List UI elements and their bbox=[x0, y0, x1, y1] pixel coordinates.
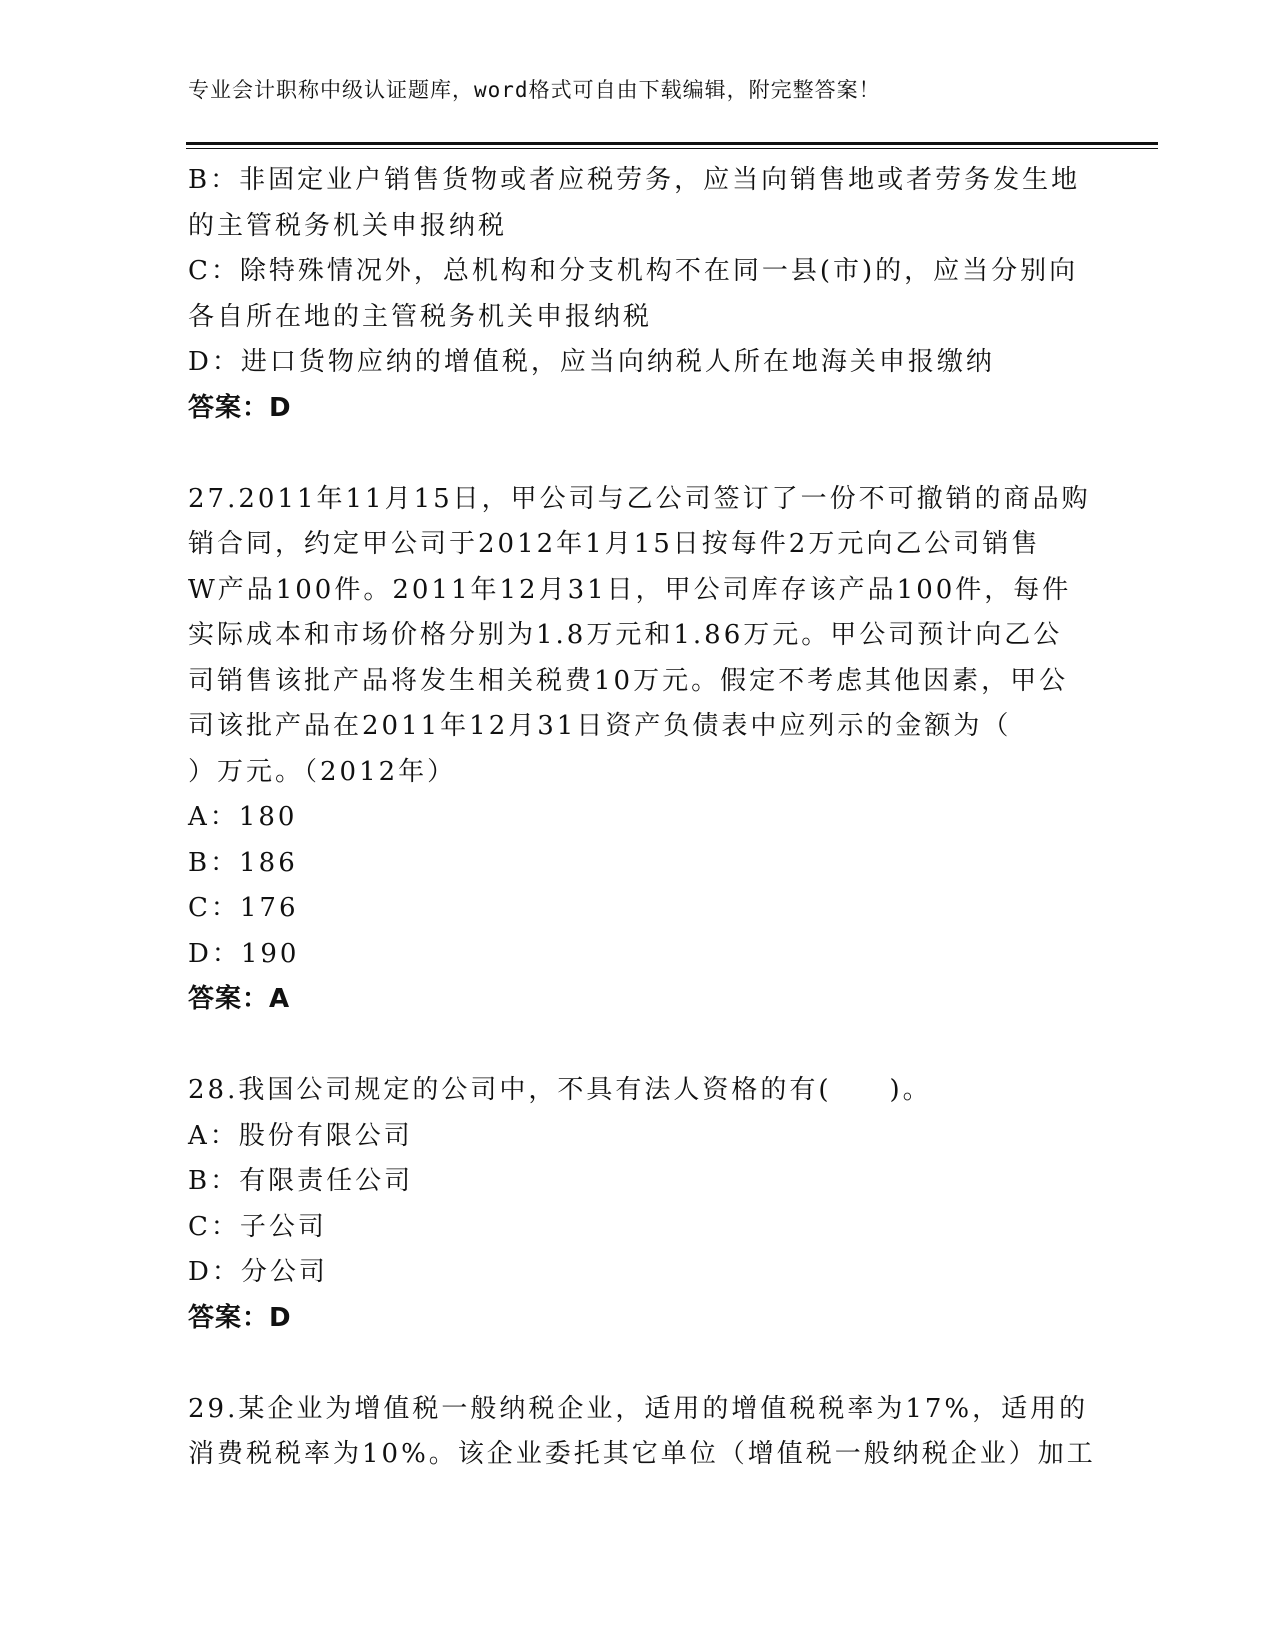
question-stem-line: W产品100件。2011年12月31日，甲公司库存该产品100件，每件 bbox=[188, 574, 1072, 605]
question-stem-line: ）万元。（2012年） bbox=[188, 756, 457, 787]
option-b-line-1: B：非固定业户销售货物或者应税劳务，应当向销售地或者劳务发生地 bbox=[188, 165, 1081, 195]
option-d: D：分公司 bbox=[188, 1257, 328, 1287]
header-divider bbox=[186, 142, 1158, 145]
option-b: B：有限责任公司 bbox=[188, 1166, 414, 1196]
question-28 bbox=[188, 1068, 1088, 1341]
answer: 答案：A bbox=[188, 984, 291, 1014]
header-divider-thin bbox=[186, 148, 1158, 149]
option-a: A：180 bbox=[188, 802, 298, 832]
option-d: D：190 bbox=[188, 938, 300, 969]
question-stem-line: 司销售该批产品将发生相关税费10万元。假定不考虑其他因素，甲公 bbox=[188, 665, 1069, 696]
answer: 答案：D bbox=[188, 1302, 292, 1333]
option-c: C：176 bbox=[188, 893, 299, 923]
question-26-tail bbox=[188, 158, 1088, 431]
question-27 bbox=[188, 477, 1091, 1023]
question-stem-line: 销合同，约定甲公司于2012年1月15日按每件2万元向乙公司销售 bbox=[188, 529, 1041, 559]
question-stem-line: 28.我国公司规定的公司中，不具有法人资格的有( )。 bbox=[188, 1075, 932, 1105]
question-stem-line: 27.2011年11月15日，甲公司与乙公司签订了一份不可撤销的商品购 bbox=[188, 483, 1091, 514]
question-29 bbox=[188, 1387, 1096, 1478]
question-spacer bbox=[188, 431, 1088, 477]
question-spacer bbox=[188, 1023, 1088, 1069]
option-d: D：进口货物应纳的增值税，应当向纳税人所在地海关申报缴纳 bbox=[188, 347, 995, 377]
page-header: 专业会计职称中级认证题库，word格式可自由下载编辑，附完整答案！ bbox=[188, 78, 881, 102]
question-stem-line: 消费税税率为10%。该企业委托其它单位（增值税一般纳税企业）加工 bbox=[188, 1439, 1096, 1469]
question-stem-line: 实际成本和市场价格分别为1.8万元和1.86万元。甲公司预计向乙公 bbox=[188, 620, 1063, 650]
option-b-line-2: 的主管税务机关申报纳税 bbox=[188, 210, 508, 241]
answer: 答案：D bbox=[188, 392, 292, 423]
option-c-line-2: 各自所在地的主管税务机关申报纳税 bbox=[188, 301, 653, 332]
option-c-line-1: C：除特殊情况外，总机构和分支机构不在同一县(市)的，应当分别向 bbox=[188, 256, 1079, 286]
option-c: C：子公司 bbox=[188, 1211, 327, 1242]
option-b: B：186 bbox=[188, 847, 298, 878]
question-stem-line: 29.某企业为增值税一般纳税企业，适用的增值税税率为17%，适用的 bbox=[188, 1393, 1089, 1424]
question-stem-line: 司该批产品在2011年12月31日资产负债表中应列示的金额为（ bbox=[188, 711, 1012, 741]
question-spacer bbox=[188, 1341, 1088, 1387]
document-body bbox=[188, 158, 1096, 1478]
option-a: A：股份有限公司 bbox=[188, 1120, 413, 1151]
